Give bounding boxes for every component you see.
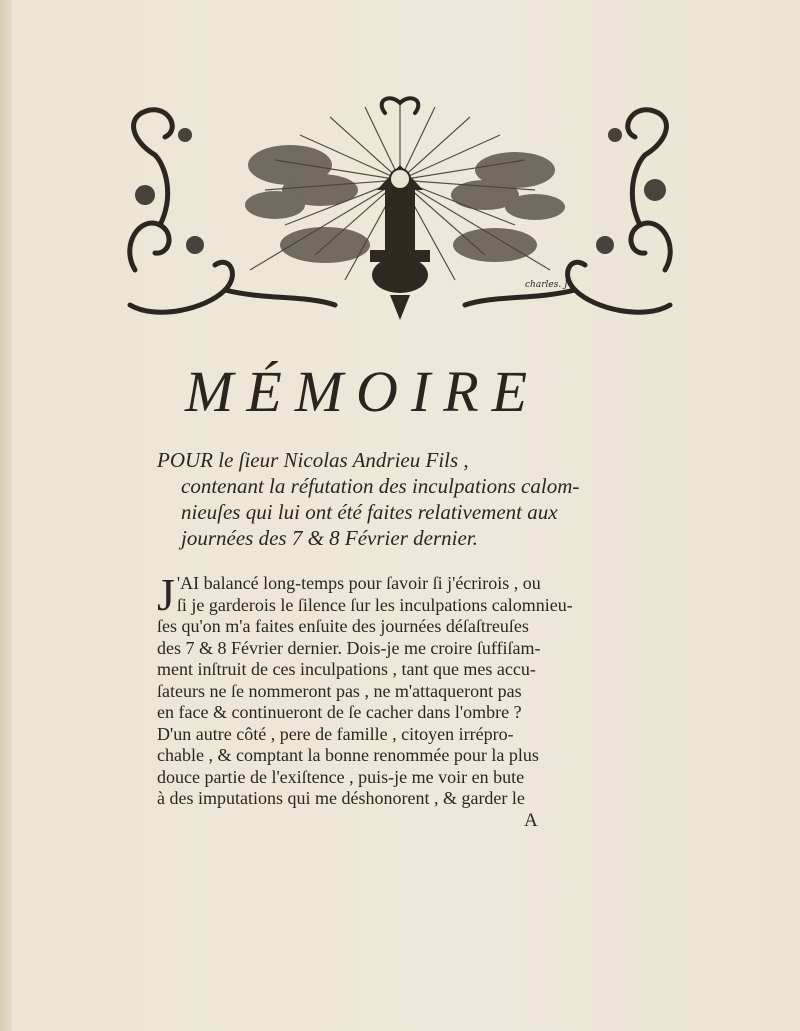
body-line: à des imputations qui me déshonorent , & garder le	[157, 788, 525, 808]
body-line: 'AI balancé long-temps pour ſavoir ſi j'écrirois , ou	[176, 573, 541, 593]
document-subtitle	[157, 447, 647, 551]
subtitle-line: nieuſes qui lui ont été faites relativement aux	[181, 500, 558, 524]
body-paragraph	[157, 569, 639, 810]
page-title: MÉMOIRE	[185, 359, 541, 424]
body-line: ſateurs ne ſe nommeront pas , ne m'attaqueront pas	[157, 680, 522, 701]
body-line: douce partie de l'exiſtence , puis-je me voir en bute	[157, 766, 525, 787]
body-line: ment inſtruit de ces inculpations , tant que mes accu-	[157, 659, 536, 679]
body-line: ſes qu'on m'a faites enſuite des journées déſaſtreuſes	[157, 616, 529, 636]
subtitle-line: POUR le ſieur Nicolas Andrieu Fils ,	[157, 448, 469, 472]
body-line: des 7 & 8 Février dernier. Dois-je me croire ſuffiſam-	[157, 637, 541, 658]
drop-cap: J	[157, 569, 175, 620]
signature-mark: A	[524, 810, 538, 831]
page-edge	[0, 0, 12, 1031]
body-line: D'un autre côté , pere de famille , citoyen irrépro-	[157, 723, 514, 744]
body-line: chable , & comptant la bonne renommée pour la plus	[157, 745, 539, 765]
subtitle-line: contenant la réfutation des inculpations calom-	[181, 474, 580, 498]
engraved-rococo-vignette-icon	[115, 95, 685, 330]
subtitle-line: journées des 7 & 8 Février dernier.	[181, 526, 478, 550]
body-line: en face & continueront de ſe cacher dans l'ombre ?	[157, 702, 522, 722]
body-line: ſi je garderois le ſilence ſur les inculpations calomnieu-	[176, 594, 573, 615]
engraver-signature: charles. J	[525, 280, 568, 290]
